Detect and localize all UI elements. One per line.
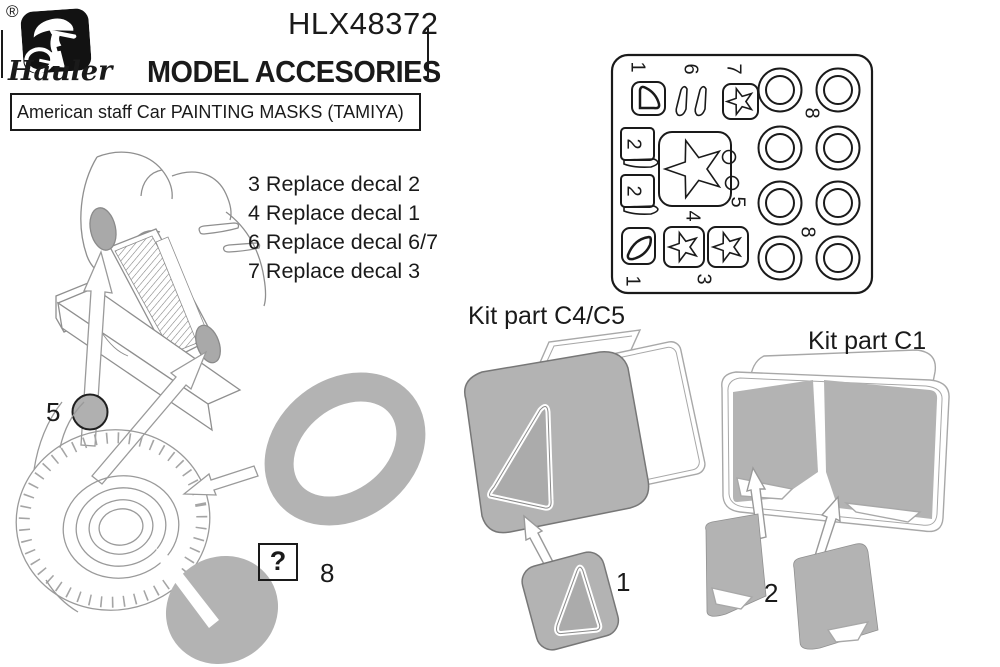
c1-section-title: Kit part C1 — [808, 327, 927, 355]
page-title: MODEL ACCESORIES — [147, 54, 441, 89]
sheet-label-1-top: 1 — [626, 61, 649, 73]
replace-decal-notes — [248, 170, 438, 286]
sheet-label-2a: 2 — [622, 138, 645, 150]
label-windshield-mask-2: 2 — [764, 578, 779, 608]
sheet-label-4: 4 — [681, 210, 704, 222]
note-line: 6 Replace decal 6/7 — [248, 230, 439, 254]
crop-mark-left — [1, 30, 3, 78]
kit-part-c45-illustration — [465, 330, 707, 653]
note-line: 7 Replace decal 3 — [248, 259, 421, 283]
label-wheel-mask-8: 8 — [320, 558, 335, 588]
c45-mask-overlay — [465, 352, 649, 533]
kit-part-c1-illustration — [706, 350, 949, 649]
mask-sheet — [612, 55, 872, 293]
question-box: ? — [258, 543, 298, 581]
product-code: HLX48372 — [288, 6, 439, 41]
sheet-label-6: 6 — [679, 63, 702, 75]
sheet-label-8-bottom: 8 — [796, 226, 819, 238]
windshield-mask-right — [824, 380, 937, 519]
mask-dot-5 — [73, 395, 108, 430]
tire-ring-mask-8 — [254, 361, 435, 537]
sheet-label-2b: 2 — [622, 185, 645, 197]
sheet-label-5: 5 — [726, 196, 749, 208]
registered-mark: ® — [6, 2, 19, 21]
note-line: 3 Replace decal 2 — [248, 172, 421, 196]
sheet-label-1-bottom: 1 — [621, 275, 644, 287]
subtitle-box: American staff Car PAINTING MASKS (TAMIYA) — [10, 93, 421, 131]
c45-section-title: Kit part C4/C5 — [468, 302, 626, 330]
sheet-label-7: 7 — [722, 63, 745, 75]
note-line: 4 Replace decal 1 — [248, 201, 421, 225]
label-headlight-mask-5: 5 — [46, 397, 61, 427]
sheet-label-3: 3 — [692, 273, 715, 285]
label-door-mask-1: 1 — [616, 567, 631, 597]
brand-name: Hauler — [8, 56, 113, 87]
sheet-label-8-top: 8 — [800, 107, 823, 119]
